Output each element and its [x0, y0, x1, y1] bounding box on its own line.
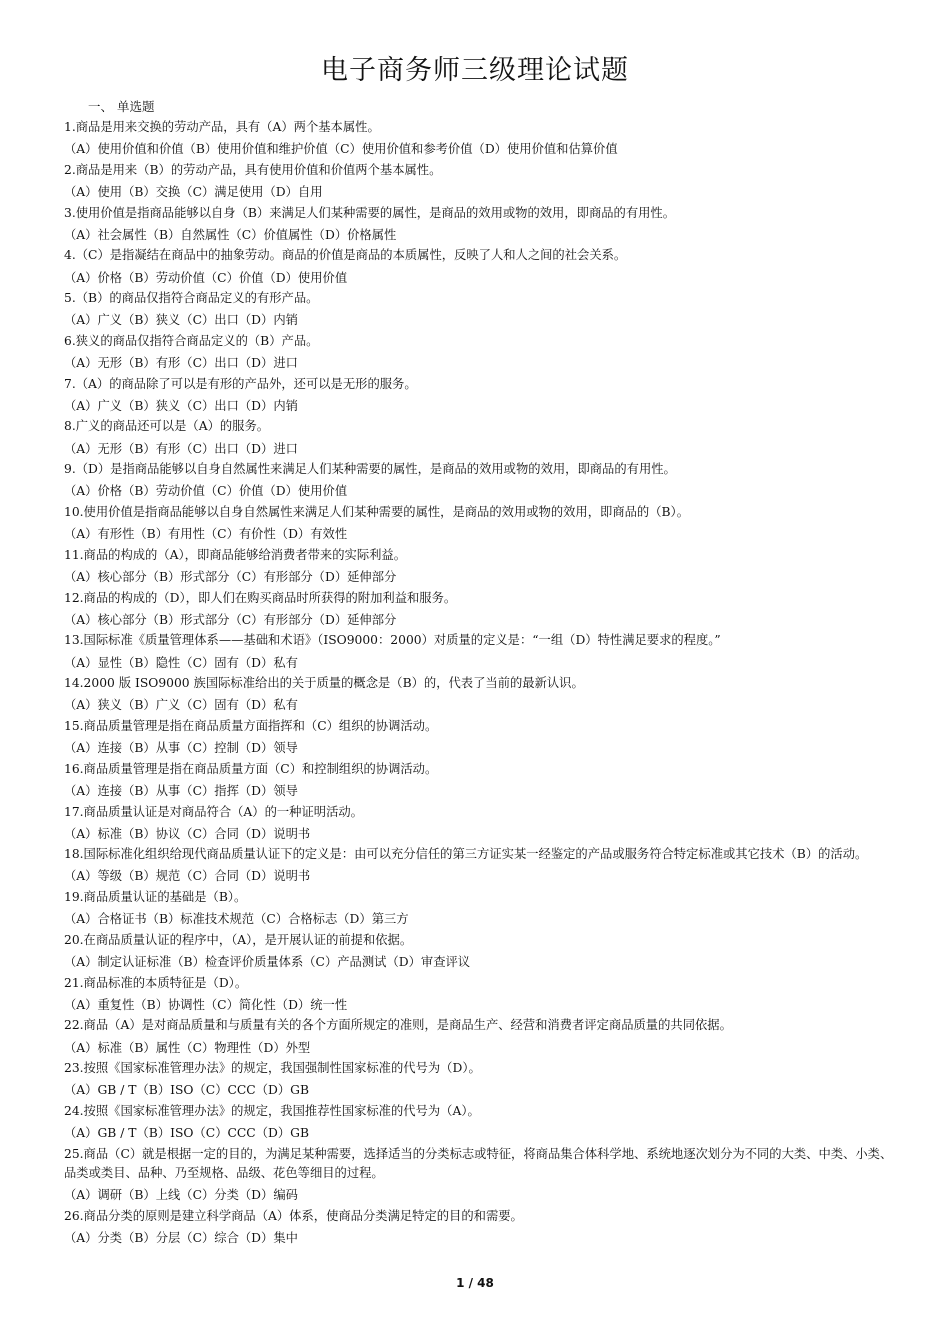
- question-text: 25.商品（C）就是根据一定的目的，为满足某种需要，选择适当的分类标志或特征，将商品集合体科学地、系统地逐次划分为不同的大类、中类、小类、品类或类目、品种、乃至规格、品级、花色等细目的过程。: [64, 1146, 893, 1180]
- answer-options: （A）价格（B）劳动价值（C）价值（D）使用价值: [64, 484, 348, 499]
- question-text: 3.使用价值是指商品能够以自身（B）来满足人们某种需要的属性，是商品的效用或物的效用，即商品的有用性。: [64, 205, 676, 220]
- answer-options: （A）分类（B）分层（C）综合（D）集中: [64, 1230, 298, 1245]
- question-text: 11.商品的构成的（A），即商品能够给消费者带来的实际利益。: [64, 547, 407, 562]
- question-text: 24.按照《国家标准管理办法》的规定，我国推荐性国家标准的代号为（A）。: [64, 1103, 480, 1118]
- answer-options: （A）调研（B）上线（C）分类（D）编码: [64, 1187, 298, 1202]
- question-text: 13.国际标准《质量管理体系——基础和术语》（ISO9000：2000）对质量的定义是：“一组（D）特性满足要求的程度。”: [64, 633, 721, 648]
- question-text: 7.（A）的商品除了可以是有形的产品外，还可以是无形的服务。: [64, 376, 417, 391]
- question-text: 10.使用价值是指商品能够以自身自然属性来满足人们某种需要的属性，是商品的效用或物的效用，即商品的（B）。: [64, 505, 689, 520]
- answer-options: （A）核心部分（B）形式部分（C）有形部分（D）延伸部分: [64, 612, 397, 627]
- answer-options: （A）GB / T（B）ISO（C）CCC（D）GB: [64, 1083, 310, 1098]
- answer-options: （A）有形性（B）有用性（C）有价性（D）有效性: [64, 527, 348, 542]
- question-text: 16.商品质量管理是指在商品质量方面（C）和控制组织的协调活动。: [64, 761, 438, 776]
- question-text: 26.商品分类的原则是建立科学商品（A）体系，使商品分类满足特定的目的和需要。: [64, 1208, 523, 1223]
- question-text: 20.在商品质量认证的程序中，（A），是开展认证的前提和依据。: [64, 932, 413, 947]
- answer-options: （A）广义（B）狭义（C）出口（D）内销: [64, 398, 298, 413]
- answer-options: （A）连接（B）从事（C）指挥（D）领导: [64, 783, 298, 798]
- question-text: 18.国际标准化组织给现代商品质量认证下的定义是：由可以充分信任的第三方证实某一经鉴定的产品或服务符合特定标准或其它技术（B）的活动。: [64, 847, 868, 862]
- question-text: 5.（B）的商品仅指符合商品定义的有形产品。: [64, 291, 319, 306]
- answer-options: （A）显性（B）隐性（C）固有（D）私有: [64, 655, 298, 670]
- question-text: 15.商品质量管理是指在商品质量方面指挥和（C）组织的协调活动。: [64, 718, 438, 733]
- answer-options: （A）连接（B）从事（C）控制（D）领导: [64, 741, 298, 756]
- section-heading: 一、 单选题: [88, 99, 155, 114]
- answer-options: （A）使用价值和价值（B）使用价值和维护价值（C）使用价值和参考价值（D）使用价值和估算价值: [64, 142, 618, 157]
- question-text: 14.2000 版 ISO9000 族国际标准给出的关于质量的概念是（B）的，代表了当前的最新认识。: [64, 676, 584, 691]
- answer-options: （A）广义（B）狭义（C）出口（D）内销: [64, 313, 298, 328]
- question-text: 6.狭义的商品仅指符合商品定义的（B）产品。: [64, 333, 319, 348]
- answer-options: （A）GB / T（B）ISO（C）CCC（D）GB: [64, 1126, 310, 1141]
- answer-options: （A）社会属性（B）自然属性（C）价值属性（D）价格属性: [64, 227, 397, 242]
- question-text: 22.商品（A）是对商品质量和与质量有关的各个方面所规定的准则，是商品生产、经营和消费者评定商品质量的共同依据。: [64, 1018, 732, 1033]
- question-text: 12.商品的构成的（D），即人们在购买商品时所获得的附加利益和服务。: [64, 590, 457, 605]
- answer-options: （A）无形（B）有形（C）出口（D）进口: [64, 441, 298, 456]
- answer-options: （A）无形（B）有形（C）出口（D）进口: [64, 356, 298, 371]
- question-text: 4.（C）是指凝结在商品中的抽象劳动。商品的价值是商品的本质属性，反映了人和人之间的社会关系。: [64, 248, 627, 263]
- answer-options: （A）狭义（B）广义（C）固有（D）私有: [64, 698, 298, 713]
- answer-options: （A）标准（B）协议（C）合同（D）说明书: [64, 826, 311, 841]
- question-text: 17.商品质量认证是对商品符合（A）的一种证明活动。: [64, 804, 363, 819]
- question-text: 1.商品是用来交换的劳动产品，具有（A）两个基本属性。: [64, 120, 380, 134]
- answer-options: （A）价格（B）劳动价值（C）价值（D）使用价值: [64, 270, 348, 285]
- answer-options: （A）使用（B）交换（C）满足使用（D）自用: [64, 184, 323, 199]
- page-number: 1 / 48: [456, 1276, 494, 1290]
- answer-options: （A）核心部分（B）形式部分（C）有形部分（D）延伸部分: [64, 570, 397, 584]
- answer-options: （A）制定认证标准（B）检查评价质量体系（C）产品测试（D）审查评议: [64, 955, 471, 970]
- question-text: 23.按照《国家标准管理办法》的规定，我国强制性国家标准的代号为（D）。: [64, 1061, 481, 1076]
- question-text: 19.商品质量认证的基础是（B）。: [64, 890, 247, 905]
- document-title: 电子商务师三级理论试题: [321, 55, 629, 86]
- question-text: 8.广义的商品还可以是（A）的服务。: [64, 419, 270, 434]
- question-text: 21.商品标准的本质特征是（D）。: [64, 975, 248, 990]
- question-text: 9.（D）是指商品能够以自身自然属性来满足人们某种需要的属性，是商品的效用或物的效用，即商品的有用性。: [64, 462, 676, 477]
- answer-options: （A）等级（B）规范（C）合同（D）说明书: [64, 869, 311, 884]
- answer-options: （A）合格证书（B）标准技术规范（C）合格标志（D）第三方: [64, 912, 409, 927]
- question-text: 2.商品是用来（B）的劳动产品，具有使用价值和价值两个基本属性。: [64, 162, 442, 177]
- question-list: [64, 117, 896, 1248]
- answer-options: （A）重复性（B）协调性（C）简化性（D）统一性: [64, 997, 348, 1012]
- answer-options: （A）标准（B）属性（C）物理性（D）外型: [64, 1040, 311, 1055]
